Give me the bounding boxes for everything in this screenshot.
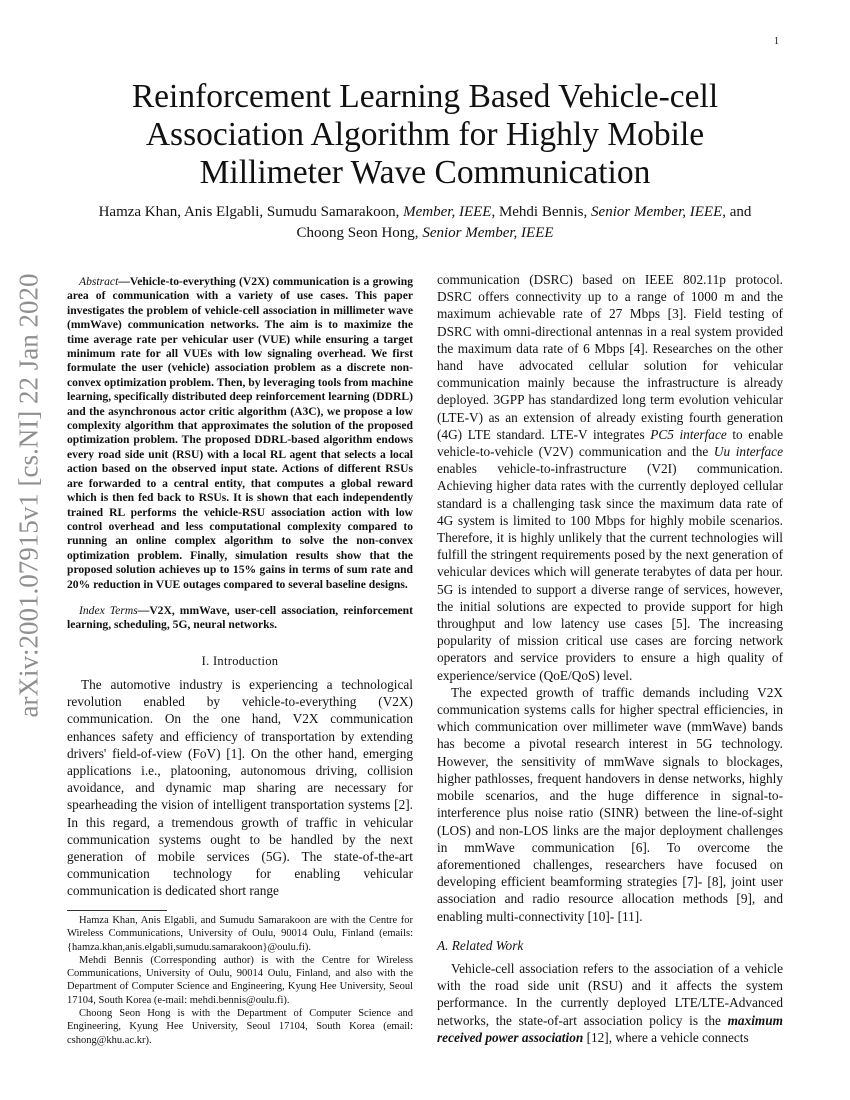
left-column xyxy=(67,275,413,900)
footnote-rule xyxy=(67,910,167,911)
arxiv-stamp-text: arXiv:2001.07915v1 [cs.NI] 22 Jan 2020 xyxy=(13,273,44,717)
right-paragraph-2: The expected growth of traffic demands including V2X communication systems calls for higher spectral efficiencies, in which communication over millimeter wave (mmWave) bands has become a pivotal research interest in 5G technology. However, the sensitivity of mmWave signals to blockages, higher pathlosses, frequent handovers in dense networks, highly mobile scenarios, and the huge difference in signal-to-interference plus noise ratio (SINR) between the line-of-sight (LOS) and non-LOS links are the major deployment challenges in mmWave communication [6]. To overcome the aforementioned challenges, researchers have focused on developing efficient beamforming strategies [7]- [8], joint user association and radio resource allocation methods [9], and enabling multi-connectivity [10]- [11]. xyxy=(437,684,783,924)
footnote-2: Mehdi Bennis (Corresponding author) is with the Centre for Wireless Communications, University of Oulu, 90014 Oulu, Finland, and also with the Department of Computer Science and Engineering, Kyung Hee University, Seoul 17104, South Korea (e-mail: mehdi.bennis@oulu.fi). xyxy=(67,954,413,1006)
index-terms-text: —V2X, mmWave, user-cell association, reinforcement learning, scheduling, 5G, neural networks. xyxy=(67,603,413,632)
index-terms-label: Index Terms xyxy=(79,603,138,617)
right-column xyxy=(437,271,783,1046)
footnote-1: Hamza Khan, Anis Elgabli, and Sumudu Samarakoon are with the Centre for Wireless Communications, University of Oulu, 90014 Oulu, Finland (emails: {hamza.khan,anis.elgabli,sumudu.samarakoon}@oulu.fi). xyxy=(67,915,413,953)
footnote-3: Choong Seon Hong is with the Department of Computer Science and Engineering, Kyung Hee University, Seoul 17104, South Korea (email: cshong@khu.ac.kr). xyxy=(67,1008,413,1046)
right-paragraph-3: Vehicle-cell association refers to the association of a vehicle with the road side unit (RSU) and it affects the system performance. In the currently deployed LTE/LTE-Advanced networks, the state-of-art association policy is the maximum received power association [12], where a vehicle connects xyxy=(437,960,783,1045)
abstract-text: —Vehicle-to-everything (V2X) communication is a growing area of communication with a variety of use cases. This paper investigates the problem of vehicle-cell association in millimeter wave (mmWave) communication networks. The aim is to maximize the time average rate per vehicular user (VUE) while ensuring a target minimum rate for all VUEs with low signaling overhead. We first formulate the user (vehicle) association problem as a discrete non-convex optimization problem. Then, by leveraging tools from machine learning, specifically distributed deep reinforcement learning (DDRL) and the asynchronous actor critic algorithm (A3C), we propose a low complexity algorithm that approximates the solution of the proposed optimization problem. The proposed DDRL-based algorithm endows every road side unit (RSU) with a local RL agent that selects a local action based on the observed input state. Actions of different RSUs are forwarded to a central entity, that computes a global reward which is then fed back to RSUs. It is shown that each independently trained RL performs the vehicle-RSU association action with low control overhead and less computational complexity compared to running an online complex algorithm to solve the non-convex optimization problem. Finally, simulation results show that the proposed solution achieves up to 15% gains in terms of sum rate and 20% reduction in VUE outages compared to several baseline designs. xyxy=(67,275,413,591)
intro-paragraph: The automotive industry is experiencing a technological revolution enabled by vehicle-to-everything (V2X) communication. On the one hand, V2X communication enhances safety and efficiency of transportation by extending drivers' field-of-view (FoV) [1]. On the other hand, emerging applications i.e., platooning, autonomous driving, collision avoidance, and dynamic map sharing are necessary for spearheading the vision of intelligent transportation systems [2]. In this regard, a tremendous growth of traffic in vehicular communication systems ought to be handled by the next generation of mobile services (5G). The state-of-the-art communication technology for enabling vehicular communication is dedicated short range xyxy=(67,676,413,899)
abstract-label: Abstract xyxy=(79,275,119,288)
paper-title: Reinforcement Learning Based Vehicle-cell Association Algorithm for Highly Mobile Millimeter Wave Communication xyxy=(131,78,719,191)
arxiv-stamp xyxy=(4,273,54,717)
right-paragraph-1: communication (DSRC) based on IEEE 802.11p protocol. DSRC offers connectivity up to a range of 1000 m and the maximum achievable rate of 27 Mbps [3]. Field testing of DSRC with omni-directional antennas in a real system provided the maximum data rate of 6 Mbps [4]. Researches on the other hand have advocated cellular solution for vehicular communication mainly because the infrastructure is already deployed. 3GPP has standardized long term evolution vehicular (LTE-V) as an extension of already existing fourth generation (4G) LTE standard. LTE-V integrates PC5 interface to enable vehicle-to-vehicle (V2V) communication and the Uu interface enables vehicle-to-infrastructure (V2I) communication. Achieving higher data rates with the currently deployed cellular standard is a challenging task since the maximum data rate of 4G system is limited to 100 Mbps for highly mobile scenarios. Therefore, it is highly unlikely that the current technologies will fulfill the stringent requirements posed by the next generation of vehicular devices which will generate terabytes of data per hour. 5G is intended to support a diverse range of services, however, the initial solutions are expected to provide support for high throughput and low latency use cases [5]. The increasing popularity of mission critical use cases are forcing network operators and service providers to ensure a high quality of experience/service (QoE/QoS) level. xyxy=(437,272,783,683)
abstract xyxy=(67,275,413,592)
index-terms xyxy=(67,604,413,633)
subsection-heading-related-work: A. Related Work xyxy=(437,937,524,953)
page-number: 1 xyxy=(774,36,779,47)
author-list: Hamza Khan, Anis Elgabli, Sumudu Samarakoon, Member, IEEE, Mehdi Bennis, Senior Member, IEEE, and Choong Seon Hong, Senior Member, IEEE xyxy=(98,204,752,241)
section-heading-introduction: I. Introduction xyxy=(201,653,279,668)
footnotes xyxy=(67,914,413,1047)
